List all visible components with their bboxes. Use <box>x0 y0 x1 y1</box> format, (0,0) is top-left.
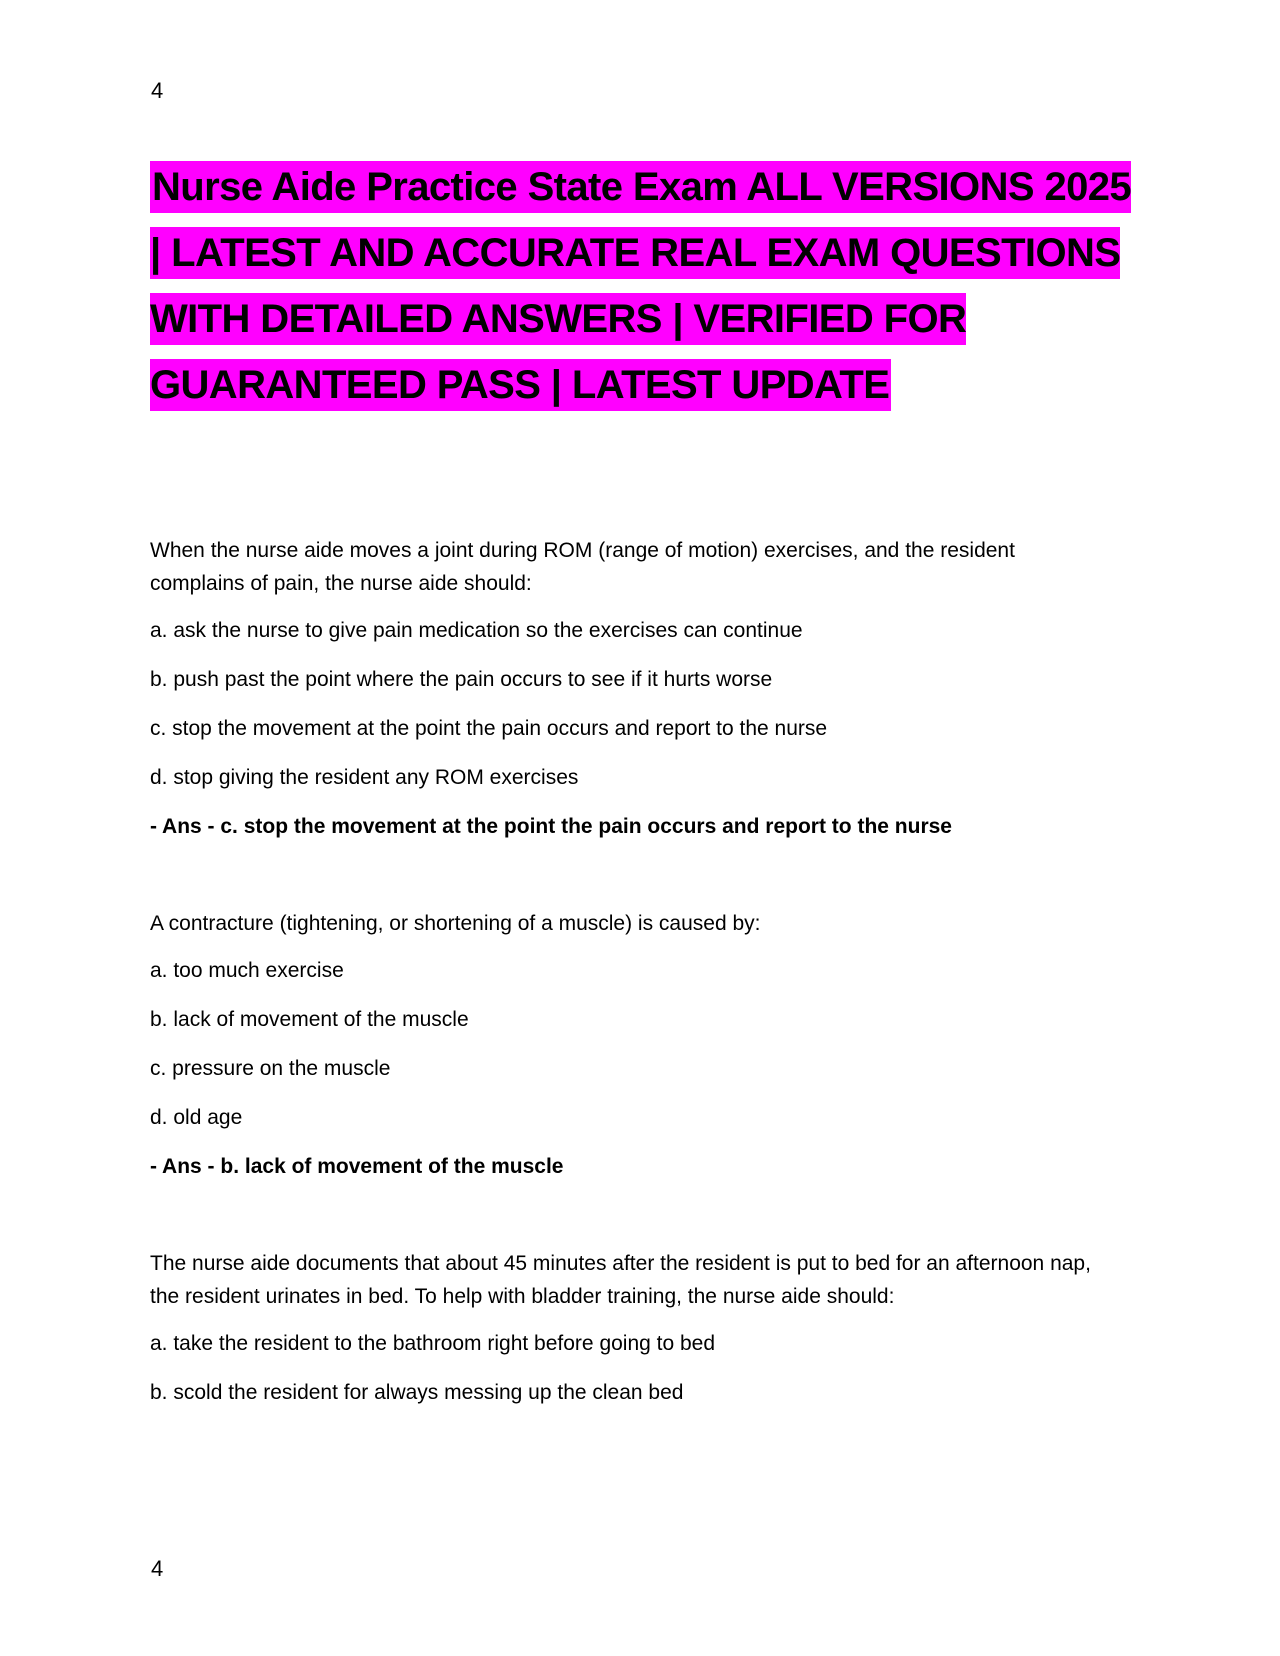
option-a: a. too much exercise <box>150 959 344 982</box>
question-text: The nurse aide documents that about 45 minutes after the resident is put to bed for an afternoon nap, the resident urinates in bed. To help with bladder training, the nurse aide should: <box>150 1252 1091 1308</box>
page-number-bottom: 4 <box>151 1556 164 1581</box>
option-b: b. push past the point where the pain occurs to see if it hurts worse <box>150 668 773 691</box>
question-block-1 <box>150 534 1110 843</box>
page-number-top: 4 <box>151 78 164 103</box>
option-c: c. stop the movement at the point the pain occurs and report to the nurse <box>150 717 828 740</box>
question-list <box>150 534 1110 1425</box>
answer-text: - Ans - c. stop the movement at the point the pain occurs and report to the nurse <box>150 815 952 838</box>
option-d: d. old age <box>150 1106 243 1129</box>
answer-text: - Ans - b. lack of movement of the muscle <box>150 1155 564 1178</box>
title-highlight: Nurse Aide Practice State Exam ALL VERSIONS 2025 | LATEST AND ACCURATE REAL EXAM QUESTIONS WITH DETAILED ANSWERS | VERIFIED FOR GUARANTEED PASS | LATEST UPDATE <box>150 161 1131 411</box>
option-a: a. ask the nurse to give pain medication so the exercises can continue <box>150 619 803 642</box>
question-block-2 <box>150 907 1110 1183</box>
question-text: A contracture (tightening, or shortening of a muscle) is caused by: <box>150 912 761 935</box>
option-c: c. pressure on the muscle <box>150 1057 391 1080</box>
option-b: b. lack of movement of the muscle <box>150 1008 469 1031</box>
question-text: When the nurse aide moves a joint during ROM (range of motion) exercises, and the resident complains of pain, the nurse aide should: <box>150 539 1015 595</box>
option-d: d. stop giving the resident any ROM exercises <box>150 766 579 789</box>
question-block-3 <box>150 1247 1110 1409</box>
option-a: a. take the resident to the bathroom right before going to bed <box>150 1332 716 1355</box>
option-b: b. scold the resident for always messing up the clean bed <box>150 1381 684 1404</box>
document-title <box>150 154 1140 418</box>
